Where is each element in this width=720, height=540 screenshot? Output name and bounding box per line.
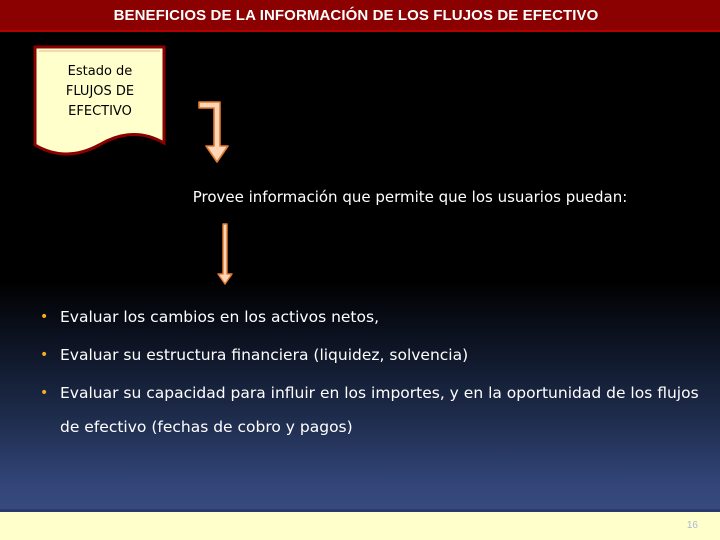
list-item: [40, 338, 700, 372]
document-label: [45, 62, 155, 122]
footer-bar: [0, 509, 720, 540]
bullet-icon: •: [40, 309, 49, 325]
slide-title: BENEFICIOS DE LA INFORMACIÓN DE LOS FLUJOS DE EFECTIVO: [113, 6, 599, 24]
bullet-icon: •: [40, 347, 49, 363]
document-line-3: EFECTIVO: [68, 104, 132, 119]
bullet-text: Evaluar su estructura financiera (liquidez, solvencia): [60, 346, 469, 364]
document-line-1: Estado de: [67, 64, 133, 79]
elbow-arrow-icon: [196, 96, 236, 166]
bullet-text: Evaluar los cambios en los activos netos,: [60, 308, 379, 326]
page-number: 16: [686, 520, 698, 531]
title-bar: [0, 0, 720, 32]
document-line-2: FLUJOS DE: [65, 84, 135, 99]
bullet-icon: •: [40, 385, 49, 401]
bullet-text: Evaluar su capacidad para influir en los importes, y en la oportunidad de los flujos de efectivo (fechas de cobro y pagos): [60, 384, 699, 436]
benefits-list: [40, 300, 700, 448]
list-item: [40, 376, 700, 444]
provee-text: Provee información que permite que los usuarios puedan:: [192, 188, 628, 206]
list-item: [40, 300, 700, 334]
down-arrow-icon: [216, 222, 234, 286]
